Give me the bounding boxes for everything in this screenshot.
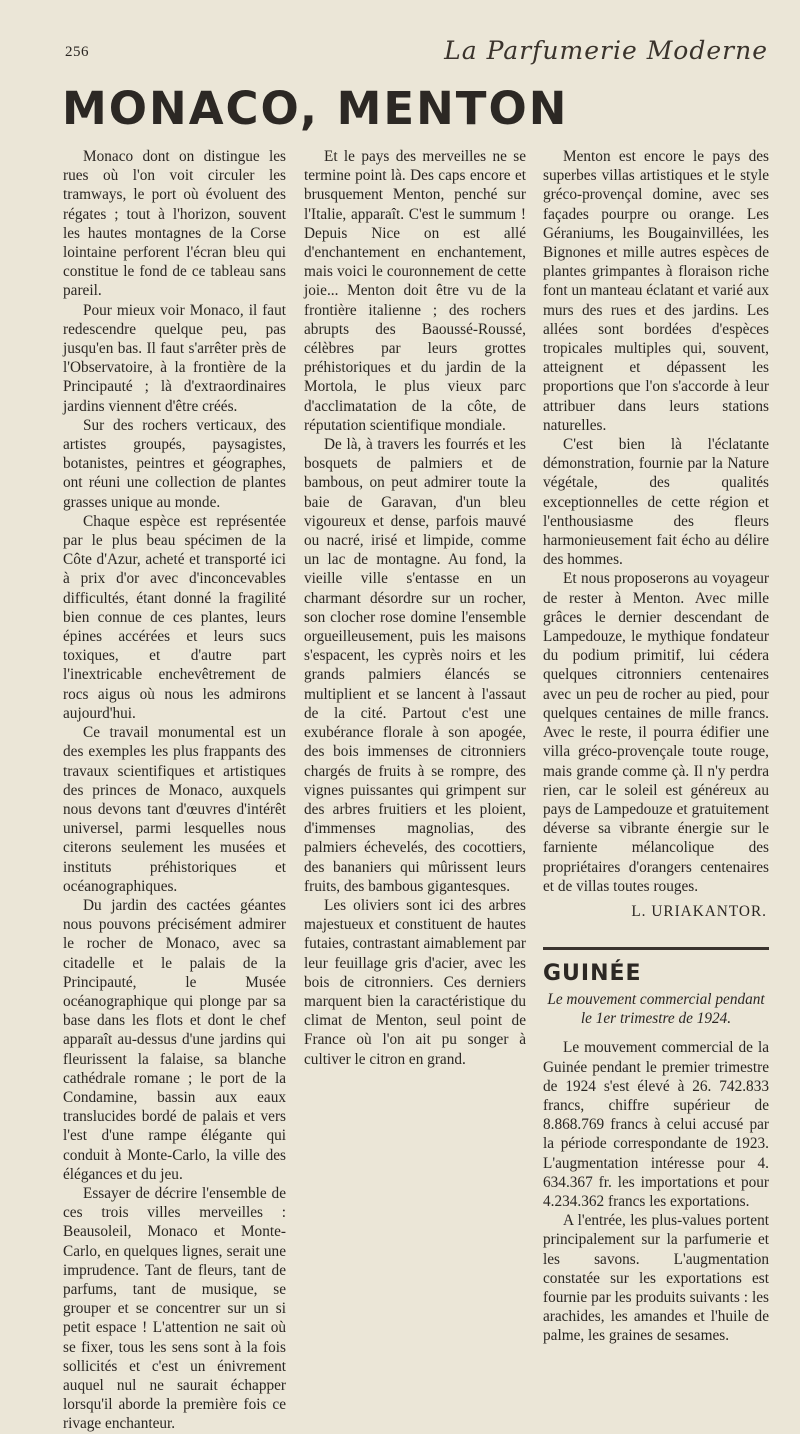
article-title: MONACO, MENTON — [62, 82, 569, 135]
author-signature: L. URIAKANTOR. — [631, 902, 767, 920]
paragraph-text: Chaque espèce est représentée par le plus beau spécimen de la Côte d'Azur, acheté et transporté ici à prix d'or avec d'inconcevables difficultés, étant donné la fragilité bien connue de ces plantes, leurs épines accérées et leurs sucs toxiques, et d'autre part l'inextricable enchevêtrement de rocs aigus où nous les admirons aujourd'hui. — [63, 512, 286, 722]
section-subtitle — [543, 990, 769, 1028]
paragraph-text: Et nous proposerons au voyageur de rester à Menton. Avec mille grâces le dernier descendant de Lampedouze, le mythique fondateur du podium primitif, lui cédera quelques citronniers centenaires avec un peu de rocher au pied, pour quelques centaines de mille francs. Avec le reste, il pourra édifier une villa gréco-provençale toute rouge, mais grande comme çà. Il n'y perdra rien, car le soleil est généreux au pays de Lampedouze et gratuitement déverse sa vibrante énergie sur le farniente mélancolique des propriétaires d'orangers centenaires et de villas toutes rouges. — [543, 570, 769, 895]
journal-masthead: La Parfumerie Moderne — [444, 36, 768, 65]
paragraph-text: C'est bien là l'éclatante démonstration, fournie par la Nature végétale, des qualités exceptionnelles de cette région et l'enthousiasme des fleurs harmonieusement fait écho au délire des hommes. — [543, 436, 769, 569]
article-paragraph — [304, 147, 526, 435]
paragraph-text: Pour mieux voir Monaco, il faut redescendre quelque peu, pas jusqu'en bas. Il faut s'arrêter près de l'Observatoire, à la frontière de la Principauté ; là d'extraordinaires jardins viennent d'être créés. — [63, 301, 286, 415]
paragraph-text: Du jardin des cactées géantes nous pouvons précisément admirer le rocher de Monaco, avec sa citadelle et le palais de la Principauté, le Musée océanographique qui plonge par sa base dans les flots et dont le chef apparaît au-dessus d'une jardins qui fleurissent la falaise, sa blanche cathédrale romane ; le port de la Condamine, bassin aux eaux translucides bordé de palais et vers l'est d'une rampe élégante qui conduit à Monte-Carlo, la ville des élégances et du jeu. — [63, 896, 286, 1183]
paragraph-text: Et le pays des merveilles ne se termine point là. Des caps encore et brusquement Menton, penché sur l'Italie, apparaît. C'est le summum ! Depuis Nice on est allé d'enchantement en enchantement, mais voici le couronnement de cette joie... Menton doit être vu de la frontière italienne ; des rochers abrupts des Baoussé-Roussé, célèbres par leurs grottes préhistoriques et du jardin de la Mortola, le plus vieux parc d'acclimatation de la côte, de réputation scientifique mondiale. — [304, 148, 526, 434]
paragraph-text: Essayer de décrire l'ensemble de ces trois villes merveilles : Beausoleil, Monaco et Monte-Carlo, en quelques lignes, serait une imprudence. Tant de fleurs, tant de parfums, tant de musique, se grouper et se concentrer sur un si petit espace ! L'attention ne sait où se fixer, tous les sens sont à la fois sollicités et c'est un énivrement auquel nul ne saurait échapper lorsqu'il aborde la première fois ce rivage enchanteur. — [63, 1184, 286, 1433]
text-column-3 — [543, 147, 769, 1346]
page-number: 256 — [65, 44, 89, 60]
article-paragraph — [63, 147, 286, 301]
subtitle-line: le 1er trimestre de 1924. — [580, 1010, 732, 1028]
article-paragraph — [63, 512, 286, 723]
article-paragraph — [304, 435, 526, 896]
paragraph-text: Sur des rochers verticaux, des artistes groupés, paysagistes, botanistes, peintres et géographes, ont réuni une collection de plantes grasses unique au monde. — [63, 416, 286, 511]
section-paragraph — [543, 1211, 769, 1345]
paragraph-text: De là, à travers les fourrés et les bosquets de palmiers et de bambous, on peut admirer toute la baie de Garavan, d'un bleu vigoureux et dense, parfois mauvé ou nacré, irisé et limpide, comme un lac de montagne. Au fond, la vieille ville s'entasse en un charmant désordre sur un rocher, son clocher rose domine l'ensemble orgueilleusement, puis les maisons s'espacent, les cyprès noirs et les grands palmiers élancés se multiplient et se lancent à l'assaut de la cité. Partout c'est une exubérance florale à son apogée, des bois immenses de citronniers chargés de fruits à se rompre, des vignes puissantes qui grimpent sur des arbres fruitiers et les ploient, d'immenses magnolias, des palmiers échevelés, des cocottiers, des bananiers qui mûrissent leurs fruits, des bambous gigantesques. — [304, 436, 526, 895]
article-paragraph — [63, 896, 286, 1184]
text-column-1 — [63, 147, 286, 1434]
article-paragraph — [63, 723, 286, 896]
paragraph-text: A l'entrée, les plus-values portent principalement sur la parfumerie et les savons. L'augmentation constatée sur les exportations est fournie par les produits suivants : les arachides, les amandes et l'huile de palme, les graines de sesames. — [543, 1212, 769, 1345]
article-paragraph — [63, 1184, 286, 1434]
section-paragraph — [543, 1038, 769, 1211]
paragraph-text: Menton est encore le pays des superbes villas artistiques et le style gréco-provençal domine, avec ses façades pourpre ou orange. Les Géraniums, les Bougainvillées, les Bignones et mille autres espèces de plantes grimpantes à floraison riche font un manteau éclatant et varié aux murs des rues et des jardins. Les allées sont bordées d'espèces tropicales multiples qui, souvent, atteignent et dépassent les proportions que l'on s'accorde à leur attribuer dans leurs stations naturelles. — [543, 148, 769, 434]
section-title: GUINÉE — [543, 961, 642, 987]
section-divider — [543, 947, 769, 950]
subtitle-line: Le mouvement commercial pendant — [547, 991, 765, 1009]
article-paragraph — [543, 435, 769, 569]
article-paragraph — [63, 301, 286, 416]
paragraph-text: Le mouvement commercial de la Guinée pendant le premier trimestre de 1924 s'est élevé à 26. 742.833 francs, chiffre supérieur de 8.868.769 francs à celui accusé par la période correspondante de 1923. L'augmentation intéresse pour 4. 634.367 fr. les importations et pour 4.234.362 francs les exportations. — [543, 1039, 769, 1210]
paragraph-text: Les oliviers sont ici des arbres majestueux et constituent de hautes futaies, contrastant aimablement par leur feuillage gris d'acier, avec les bois de citronniers. Ces derniers marquent bien la caractéristique du climat de Menton, seul point de France où l'on ait pu songer à cultiver le citron en grand. — [304, 896, 526, 1068]
article-paragraph — [543, 147, 769, 435]
text-column-2 — [304, 147, 526, 1069]
article-paragraph — [543, 569, 769, 895]
paragraph-text: Ce travail monumental est un des exemples les plus frappants des travaux scientifiques et artistiques des princes de Monaco, auxquels nous devons tant d'œuvres d'intérêt universel, parmi lesquelles nous citerons seulement les musées et instituts préhistoriques et océanographiques. — [63, 724, 286, 895]
article-paragraph — [63, 416, 286, 512]
paragraph-text: Monaco dont on distingue les rues où l'on voit circuler les tramways, le port où évoluent des régates ; tout à l'horizon, souvent les hautes montagnes de la Corse lointaine perforent l'écran bleu qui constitue le fond de ce tableau sans pareil. — [63, 148, 286, 300]
